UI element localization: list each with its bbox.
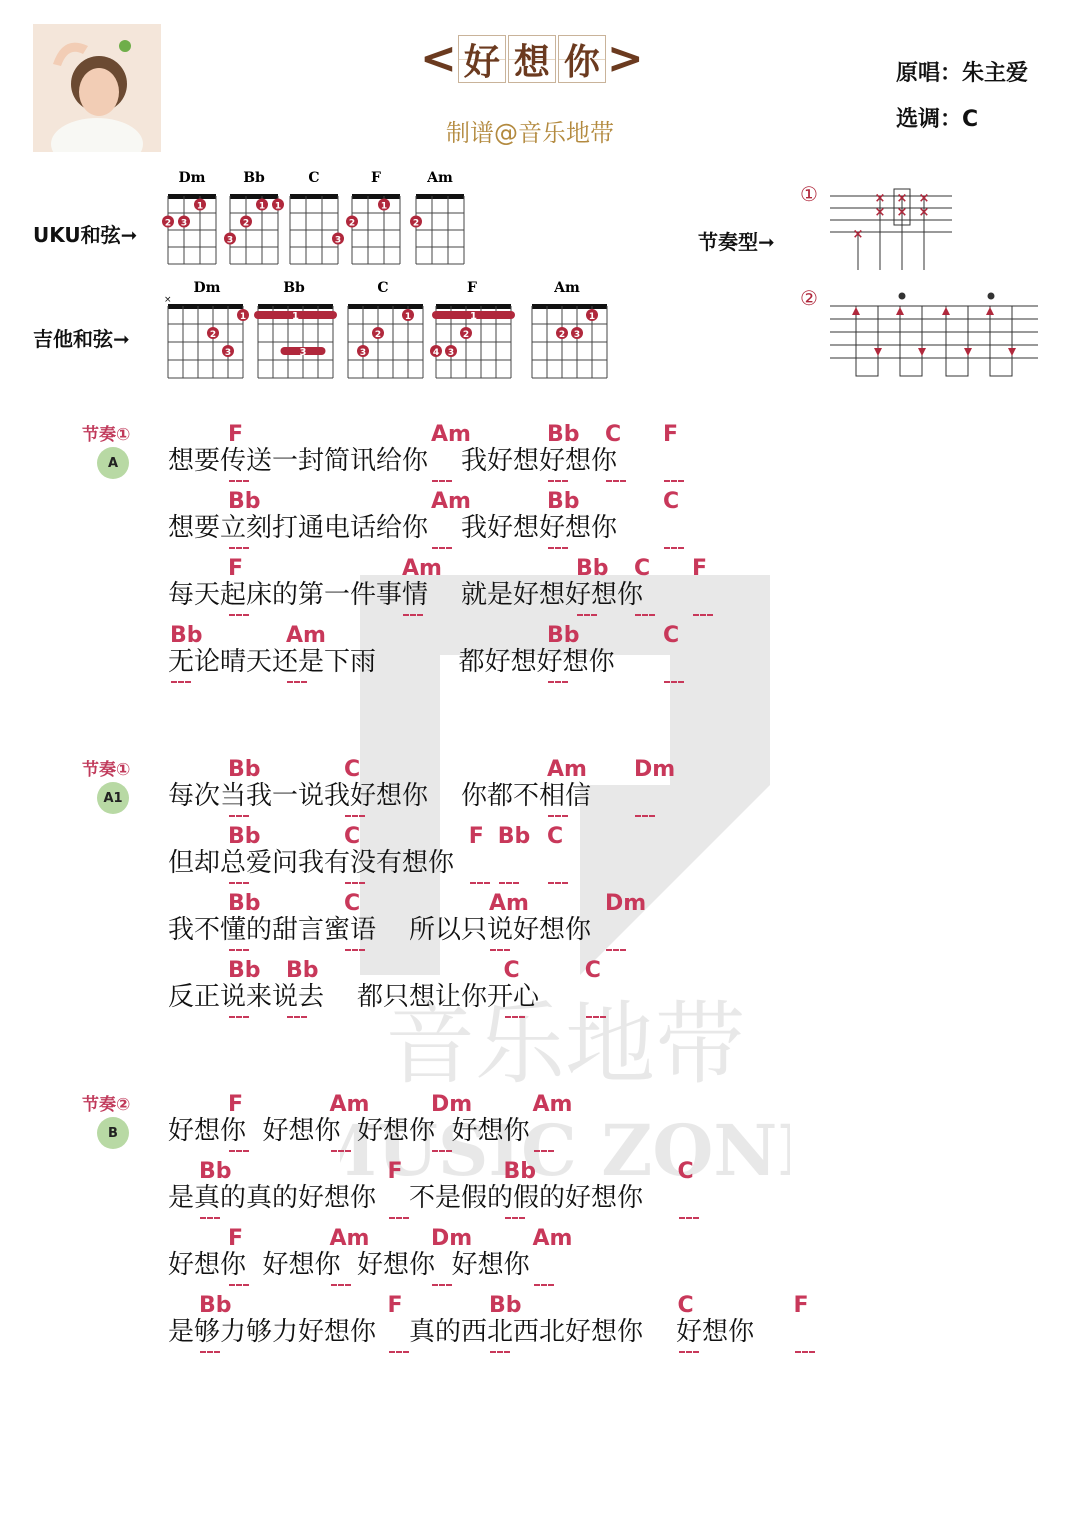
chord-symbol: Dm (605, 891, 647, 916)
chord-symbol: Bb (489, 1293, 522, 1318)
uku-chord-am (426, 170, 453, 186)
chord-underline (664, 681, 684, 683)
chord-underline (345, 949, 365, 951)
chord-symbol: C (344, 824, 361, 849)
lyric-line: 想要立刻打通电话给你 我好想好想你 (168, 513, 618, 543)
watermark-text-cn: 音乐地带 (385, 992, 745, 1097)
chord-underline (229, 1284, 249, 1286)
svg-text:1: 1 (404, 312, 412, 322)
svg-text:3: 3 (334, 235, 342, 246)
lyric-line: 好想你 好想你 好想你 好想你 (168, 1250, 530, 1280)
chord-symbol: Am (532, 1092, 573, 1117)
svg-text:3: 3 (299, 347, 307, 358)
svg-text:3: 3 (447, 348, 455, 358)
chord-underline (200, 1217, 220, 1219)
svg-text:2: 2 (164, 218, 172, 229)
guitar-fretboard (254, 304, 337, 378)
chord-symbol: F (692, 556, 708, 581)
chord-underline (432, 480, 452, 482)
chord-symbol: Am (286, 623, 326, 648)
svg-text:3: 3 (224, 348, 232, 358)
chord-symbol: Dm (431, 1092, 473, 1117)
chord-underline (345, 815, 365, 817)
svg-text:×: × (874, 205, 886, 220)
rhythm-1-mark: ① (800, 182, 818, 206)
chord-underline (229, 1150, 249, 1152)
svg-text:×: × (918, 191, 930, 206)
uku-chord-bb (243, 170, 265, 186)
song-title (420, 34, 644, 84)
svg-text:2: 2 (462, 330, 470, 340)
guitar-fretboard (348, 304, 423, 378)
guitar-fretboard (164, 295, 249, 378)
key-label: 选调：C (896, 107, 979, 132)
chord-underline (389, 1217, 409, 1219)
svg-text:1: 1 (274, 201, 282, 212)
chord-underline (389, 1351, 409, 1353)
chord-symbol: C (663, 489, 680, 514)
chord-symbol: C (605, 422, 622, 447)
title-open-bracket: < (420, 33, 457, 84)
uku-fretboard (346, 194, 400, 264)
svg-text:1: 1 (239, 312, 247, 322)
svg-text:3: 3 (573, 330, 581, 340)
watermark-text-en: USIC ZON (376, 1109, 778, 1192)
chord-symbol: F (228, 556, 244, 581)
rhythm-label: 节奏型➞ (698, 230, 775, 254)
chord-underline (229, 882, 249, 884)
lyric-line: 每次当我一说我好想你 你都不相信 (168, 781, 592, 811)
chord-underline (499, 882, 519, 884)
svg-text:1: 1 (292, 311, 299, 322)
chord-symbol: Bb (503, 1159, 537, 1184)
chord-symbol: Bb (547, 623, 580, 648)
section-rhythm-label: 节奏① (82, 760, 131, 780)
chord-underline (490, 1351, 510, 1353)
uku-fretboard (162, 194, 216, 264)
chord-underline (635, 815, 655, 817)
svg-text:4: 4 (432, 348, 440, 358)
chord-underline (664, 480, 684, 482)
chord-underline (577, 614, 597, 616)
uku-fretboard (224, 194, 284, 264)
lyric-line: 好想你 好想你 好想你 好想你 (168, 1116, 530, 1146)
chord-underline (505, 1016, 525, 1018)
svg-text:1: 1 (470, 311, 477, 322)
singer-label: 原唱：朱主爱 (896, 61, 1029, 86)
guitar-chord-name: Dm (193, 280, 221, 296)
chord-underline (693, 614, 713, 616)
svg-text:×: × (896, 191, 908, 206)
svg-text:2: 2 (412, 218, 420, 229)
chord-underline (548, 882, 568, 884)
svg-text:1: 1 (380, 201, 388, 212)
chord-symbol: C (547, 824, 564, 849)
guitar-chord-name: C (377, 280, 389, 296)
section-badge: B (97, 1117, 129, 1149)
chord-underline (229, 480, 249, 482)
uku-fretboard (290, 194, 344, 264)
guitar-fretboard (532, 304, 607, 378)
chord-underline (606, 949, 626, 951)
guitar-chord-diagrams (160, 278, 620, 380)
chord-underline (548, 681, 568, 683)
svg-text:1: 1 (196, 201, 204, 212)
chord-underline (229, 547, 249, 549)
chord-underline (548, 547, 568, 549)
title-char-3: 你 (558, 35, 606, 83)
svg-text:×: × (918, 205, 930, 220)
chord-symbol: Bb (228, 489, 261, 514)
uku-chord-f (371, 170, 381, 186)
chord-underline (795, 1351, 815, 1353)
chord-symbol: C (677, 1159, 694, 1184)
lyric-line: 反正说来说去 都只想让你开心 (168, 982, 540, 1012)
chord-underline (171, 681, 191, 683)
uku-chord-name: F (371, 170, 381, 186)
chord-symbol: Bb (547, 489, 580, 514)
uku-chord-c (308, 170, 319, 186)
chord-symbol: C (634, 556, 651, 581)
chord-symbol: F (793, 1293, 809, 1318)
singer-photo (33, 24, 161, 152)
lyric-line: 每天起床的第一件事情 就是好想好想你 (168, 580, 644, 610)
section-badge: A (97, 447, 129, 479)
chord-symbol: C (584, 958, 601, 983)
chord-symbol: F (228, 1092, 244, 1117)
guitar-chords-label: 吉他和弦➞ (33, 327, 130, 351)
chord-symbol: C (677, 1293, 694, 1318)
guitar-fretboard (430, 304, 515, 378)
chord-symbol: F (387, 1159, 403, 1184)
chord-underline (432, 1284, 452, 1286)
uku-chord-dm (179, 170, 206, 186)
chord-underline (534, 1284, 554, 1286)
chord-underline (548, 815, 568, 817)
chord-underline (470, 882, 490, 884)
uku-chord-name: Bb (243, 170, 265, 186)
chord-underline (229, 949, 249, 951)
chord-symbol: Bb (199, 1293, 232, 1318)
chord-symbol: Bb (497, 824, 531, 849)
chord-underline (679, 1217, 699, 1219)
chord-symbol: Am (431, 422, 471, 447)
rhythm-2-mark: ② (800, 286, 818, 310)
chord-symbol: Dm (431, 1226, 473, 1251)
chord-symbol: Am (489, 891, 529, 916)
chord-symbol: C (344, 891, 361, 916)
uku-chord-name: Dm (178, 170, 206, 186)
svg-text:2: 2 (348, 218, 356, 229)
chord-symbol: F (663, 422, 679, 447)
rhythm-pattern-1 (828, 186, 958, 276)
svg-text:×: × (164, 295, 172, 305)
chord-underline (229, 614, 249, 616)
title-char-2: 想 (508, 35, 556, 83)
lyric-line: 是真的真的好想你 不是假的假的好想你 (168, 1183, 644, 1213)
guitar-chord-name: Am (554, 280, 580, 296)
uku-chord-name: C (308, 170, 320, 186)
svg-text:2: 2 (209, 330, 217, 340)
chord-symbol: Bb (228, 824, 261, 849)
chord-symbol: Am (547, 757, 587, 782)
uku-chord-name: Am (427, 170, 453, 186)
svg-text:2: 2 (558, 330, 566, 340)
svg-text:2: 2 (374, 330, 382, 340)
chord-symbol: C (344, 757, 361, 782)
rhythm-pattern-2 (828, 286, 1043, 381)
chord-symbol: Am (532, 1226, 573, 1251)
svg-text:3: 3 (180, 218, 188, 229)
uku-chords-label: UKU和弦➞ (33, 223, 138, 247)
chord-underline (287, 681, 307, 683)
section-badge: A1 (97, 782, 129, 814)
svg-text:×: × (852, 227, 864, 242)
chord-symbol: F (468, 824, 484, 849)
chord-underline (679, 1351, 699, 1353)
chord-underline (200, 1351, 220, 1353)
lyric-line: 想要传送一封简讯给你 我好想好想你 (168, 446, 618, 476)
svg-text:1: 1 (588, 312, 596, 322)
chord-underline (331, 1284, 351, 1286)
chord-symbol: Bb (286, 958, 319, 983)
chord-underline (403, 614, 423, 616)
chord-symbol: Am (431, 489, 471, 514)
chord-symbol: Bb (228, 891, 261, 916)
lyric-line: 我不懂的甜言蜜语 所以只说好想你 (168, 915, 592, 945)
chord-underline (586, 1016, 606, 1018)
lyric-line: 但却总爱问我有没有想你 (168, 848, 455, 878)
chord-underline (345, 882, 365, 884)
chord-symbol: Dm (634, 757, 676, 782)
svg-text:×: × (874, 191, 886, 206)
chord-underline (635, 614, 655, 616)
chord-symbol: Bb (228, 958, 261, 983)
chord-underline (505, 1217, 525, 1219)
chord-underline (548, 480, 568, 482)
uku-fretboard (410, 194, 464, 264)
chord-symbol: Bb (576, 556, 609, 581)
lyric-line: 是够力够力好想你 真的西北西北好想你 好想你 (168, 1317, 755, 1347)
svg-text:1: 1 (258, 201, 266, 212)
chord-underline (229, 815, 249, 817)
svg-text:2: 2 (242, 218, 250, 229)
title-close-bracket: > (606, 33, 644, 84)
chord-underline (229, 1016, 249, 1018)
chord-symbol: Bb (547, 422, 580, 447)
chord-underline (490, 949, 510, 951)
chord-underline (432, 547, 452, 549)
chord-underline (606, 480, 626, 482)
chord-symbol: F (228, 422, 244, 447)
svg-text:3: 3 (359, 348, 367, 358)
chord-symbol: Am (402, 556, 442, 581)
title-char-1: 好 (458, 35, 506, 83)
ukulele-chord-diagrams (160, 166, 480, 276)
chord-underline (432, 1150, 452, 1152)
chord-underline (331, 1150, 351, 1152)
chord-symbol: C (503, 958, 520, 983)
chord-symbol: Bb (170, 623, 203, 648)
section-rhythm-label: 节奏① (82, 425, 131, 445)
lyric-line: 无论晴天还是下雨 都好想好想你 (168, 647, 615, 677)
chord-symbol: Am (329, 1092, 370, 1117)
guitar-chord-name: Bb (283, 280, 305, 296)
chord-underline (664, 547, 684, 549)
chord-symbol: F (387, 1293, 403, 1318)
svg-text:×: × (896, 205, 908, 220)
svg-text:3: 3 (226, 235, 234, 246)
maker-credit: 制谱@音乐地带 (446, 119, 614, 147)
chord-symbol: Am (329, 1226, 370, 1251)
chord-underline (534, 1150, 554, 1152)
chord-symbol: Bb (228, 757, 261, 782)
section-rhythm-label: 节奏② (82, 1095, 131, 1115)
guitar-chord-name: F (467, 280, 477, 296)
chord-symbol: F (228, 1226, 244, 1251)
chord-symbol: Bb (199, 1159, 232, 1184)
chord-symbol: C (663, 623, 680, 648)
chord-underline (287, 1016, 307, 1018)
